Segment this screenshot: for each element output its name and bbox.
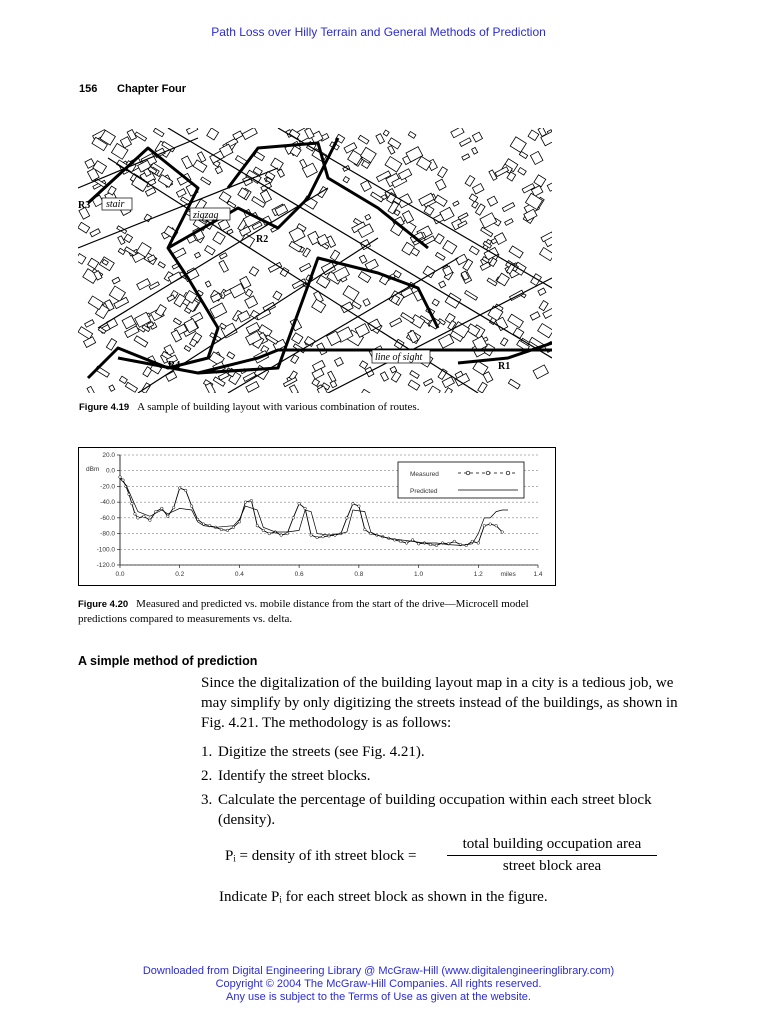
data-point-measured: [280, 534, 283, 537]
figure-4-19-caption: [79, 400, 639, 415]
page-number: 156: [79, 83, 98, 95]
equation-lhs: Pᵢ = density of ith street block =: [225, 848, 417, 864]
x-axis-label: miles: [500, 571, 516, 578]
y-tick-label: -60.0: [100, 514, 115, 522]
data-point-measured: [411, 539, 414, 542]
data-point-measured: [417, 543, 420, 546]
map-label-r1: R1: [498, 361, 511, 372]
data-point-measured: [501, 531, 504, 534]
figure-label: Figure 4.20: [78, 599, 129, 610]
density-equation: [201, 836, 681, 880]
data-point-measured: [256, 524, 259, 527]
signal-strength-chart: [78, 447, 556, 586]
data-point-measured: [292, 517, 295, 520]
data-point-measured: [435, 544, 438, 547]
data-point-measured: [489, 523, 492, 526]
y-tick-label: -40.0: [100, 499, 115, 507]
caption-text: Measured and predicted vs. mobile distance from the start of the drive—Microcell model predictions compared to measurements vs. delta.: [78, 598, 529, 625]
list-text: Identify the street blocks.: [218, 768, 371, 784]
indicate-text: Indicate Pᵢ for each street block as shown in the figure.: [219, 889, 548, 905]
data-point-measured: [172, 506, 175, 509]
data-point-measured: [137, 517, 140, 520]
data-point-measured: [322, 535, 325, 538]
list-text: Calculate the percentage of building occupation within each street block (density).: [218, 792, 652, 828]
y-tick-label: -80.0: [100, 530, 115, 538]
legend-predicted: Predicted: [410, 488, 438, 495]
data-point-measured: [184, 489, 187, 492]
data-point-measured: [226, 529, 229, 532]
figure-label: Figure 4.19: [79, 402, 130, 413]
running-title: Path Loss over Hilly Terrain and General Methods of Prediction: [211, 25, 546, 39]
data-point-measured: [399, 540, 402, 543]
building-layout-map: [78, 128, 552, 393]
data-point-measured: [250, 499, 253, 502]
data-point-measured: [131, 502, 134, 505]
footer-line: Downloaded from Digital Engineering Library @ McGraw-Hill (www.digitalengineeringlibrary.com): [142, 965, 615, 977]
data-point-measured: [477, 542, 480, 545]
list-number: 1.: [201, 744, 213, 760]
map-label-r4: R4: [168, 360, 181, 371]
x-tick-label: 1.2: [473, 571, 483, 578]
body-paragraph: Since the digitalization of the building layout map in a city is a tedious job, we may simplify by only digitizing the streets instead of the buildings, as shown in Fig. 4.21. The methodology is as follows:: [201, 675, 678, 731]
y-axis-label: dBm: [86, 466, 100, 473]
data-point-measured: [483, 524, 486, 527]
map-label-r3: R3: [78, 200, 91, 211]
data-point-measured: [161, 507, 164, 510]
footer-line: Copyright © 2004 The McGraw-Hill Companies. All rights reserved.: [215, 978, 542, 990]
map-label-line-of-sight: line of sight: [375, 352, 423, 363]
chart-legend: [398, 462, 524, 498]
data-point-measured: [364, 528, 367, 531]
x-tick-label: 1.0: [414, 571, 424, 578]
y-tick-label: -120.0: [96, 562, 115, 569]
footer-line: Any use is subject to the Terms of Use as given at the website.: [226, 991, 531, 1003]
data-point-measured: [167, 515, 170, 518]
figure-4-20-caption: [78, 597, 578, 626]
data-point-measured: [453, 540, 456, 543]
data-point-measured: [143, 515, 146, 518]
list-item: [201, 790, 681, 830]
legend-measured: Measured: [410, 471, 439, 478]
data-point-measured: [346, 517, 349, 520]
data-point-measured: [429, 543, 432, 546]
chapter-label: Chapter Four: [117, 83, 187, 95]
data-point-measured: [190, 505, 193, 508]
y-tick-label: 0.0: [105, 467, 115, 475]
equation-numerator: total building occupation area: [447, 836, 657, 856]
list-number: 3.: [201, 792, 213, 808]
equation-denominator: street block area: [502, 858, 602, 874]
data-point-measured: [220, 528, 223, 531]
data-point-measured: [304, 507, 307, 510]
y-tick-label: -100.0: [96, 546, 115, 554]
list-item: [201, 766, 681, 786]
data-point-measured: [244, 501, 247, 504]
data-point-measured: [298, 502, 301, 505]
data-point-measured: [232, 526, 235, 529]
data-point-measured: [178, 487, 181, 490]
y-tick-label: -20.0: [100, 483, 115, 491]
steps-list: [201, 742, 681, 834]
x-tick-label: 0.2: [175, 571, 185, 578]
list-number: 2.: [201, 768, 213, 784]
data-point-measured: [286, 532, 289, 535]
list-text: Digitize the streets (see Fig. 4.21).: [218, 744, 425, 760]
caption-text: A sample of building layout with various combination of routes.: [137, 401, 420, 413]
x-tick-label: 1.4: [533, 571, 543, 578]
data-point-measured: [268, 532, 271, 535]
data-point-measured: [119, 476, 122, 479]
x-tick-label: 0.6: [294, 571, 304, 578]
data-point-measured: [316, 536, 319, 539]
data-point-measured: [352, 502, 355, 505]
data-point-measured: [495, 524, 498, 527]
footer: [0, 965, 757, 1004]
map-label-stair: stair: [106, 199, 125, 210]
data-point-measured: [149, 519, 152, 522]
data-point-measured: [405, 542, 408, 545]
section-heading: A simple method of prediction: [78, 654, 258, 668]
data-point-measured: [358, 505, 361, 508]
x-tick-label: 0.8: [354, 571, 364, 578]
equation-fraction: [447, 836, 657, 875]
map-label-zigzag: zigzag: [193, 210, 219, 221]
data-point-measured: [310, 534, 313, 537]
data-point-measured: [262, 529, 265, 532]
y-tick-label: 20.0: [102, 452, 115, 459]
x-tick-label: 0.4: [234, 571, 244, 578]
data-point-measured: [238, 521, 241, 524]
list-item: [201, 742, 681, 762]
map-label-r2: R2: [256, 234, 269, 245]
data-point-measured: [134, 513, 137, 516]
x-tick-label: 0.0: [115, 571, 125, 578]
